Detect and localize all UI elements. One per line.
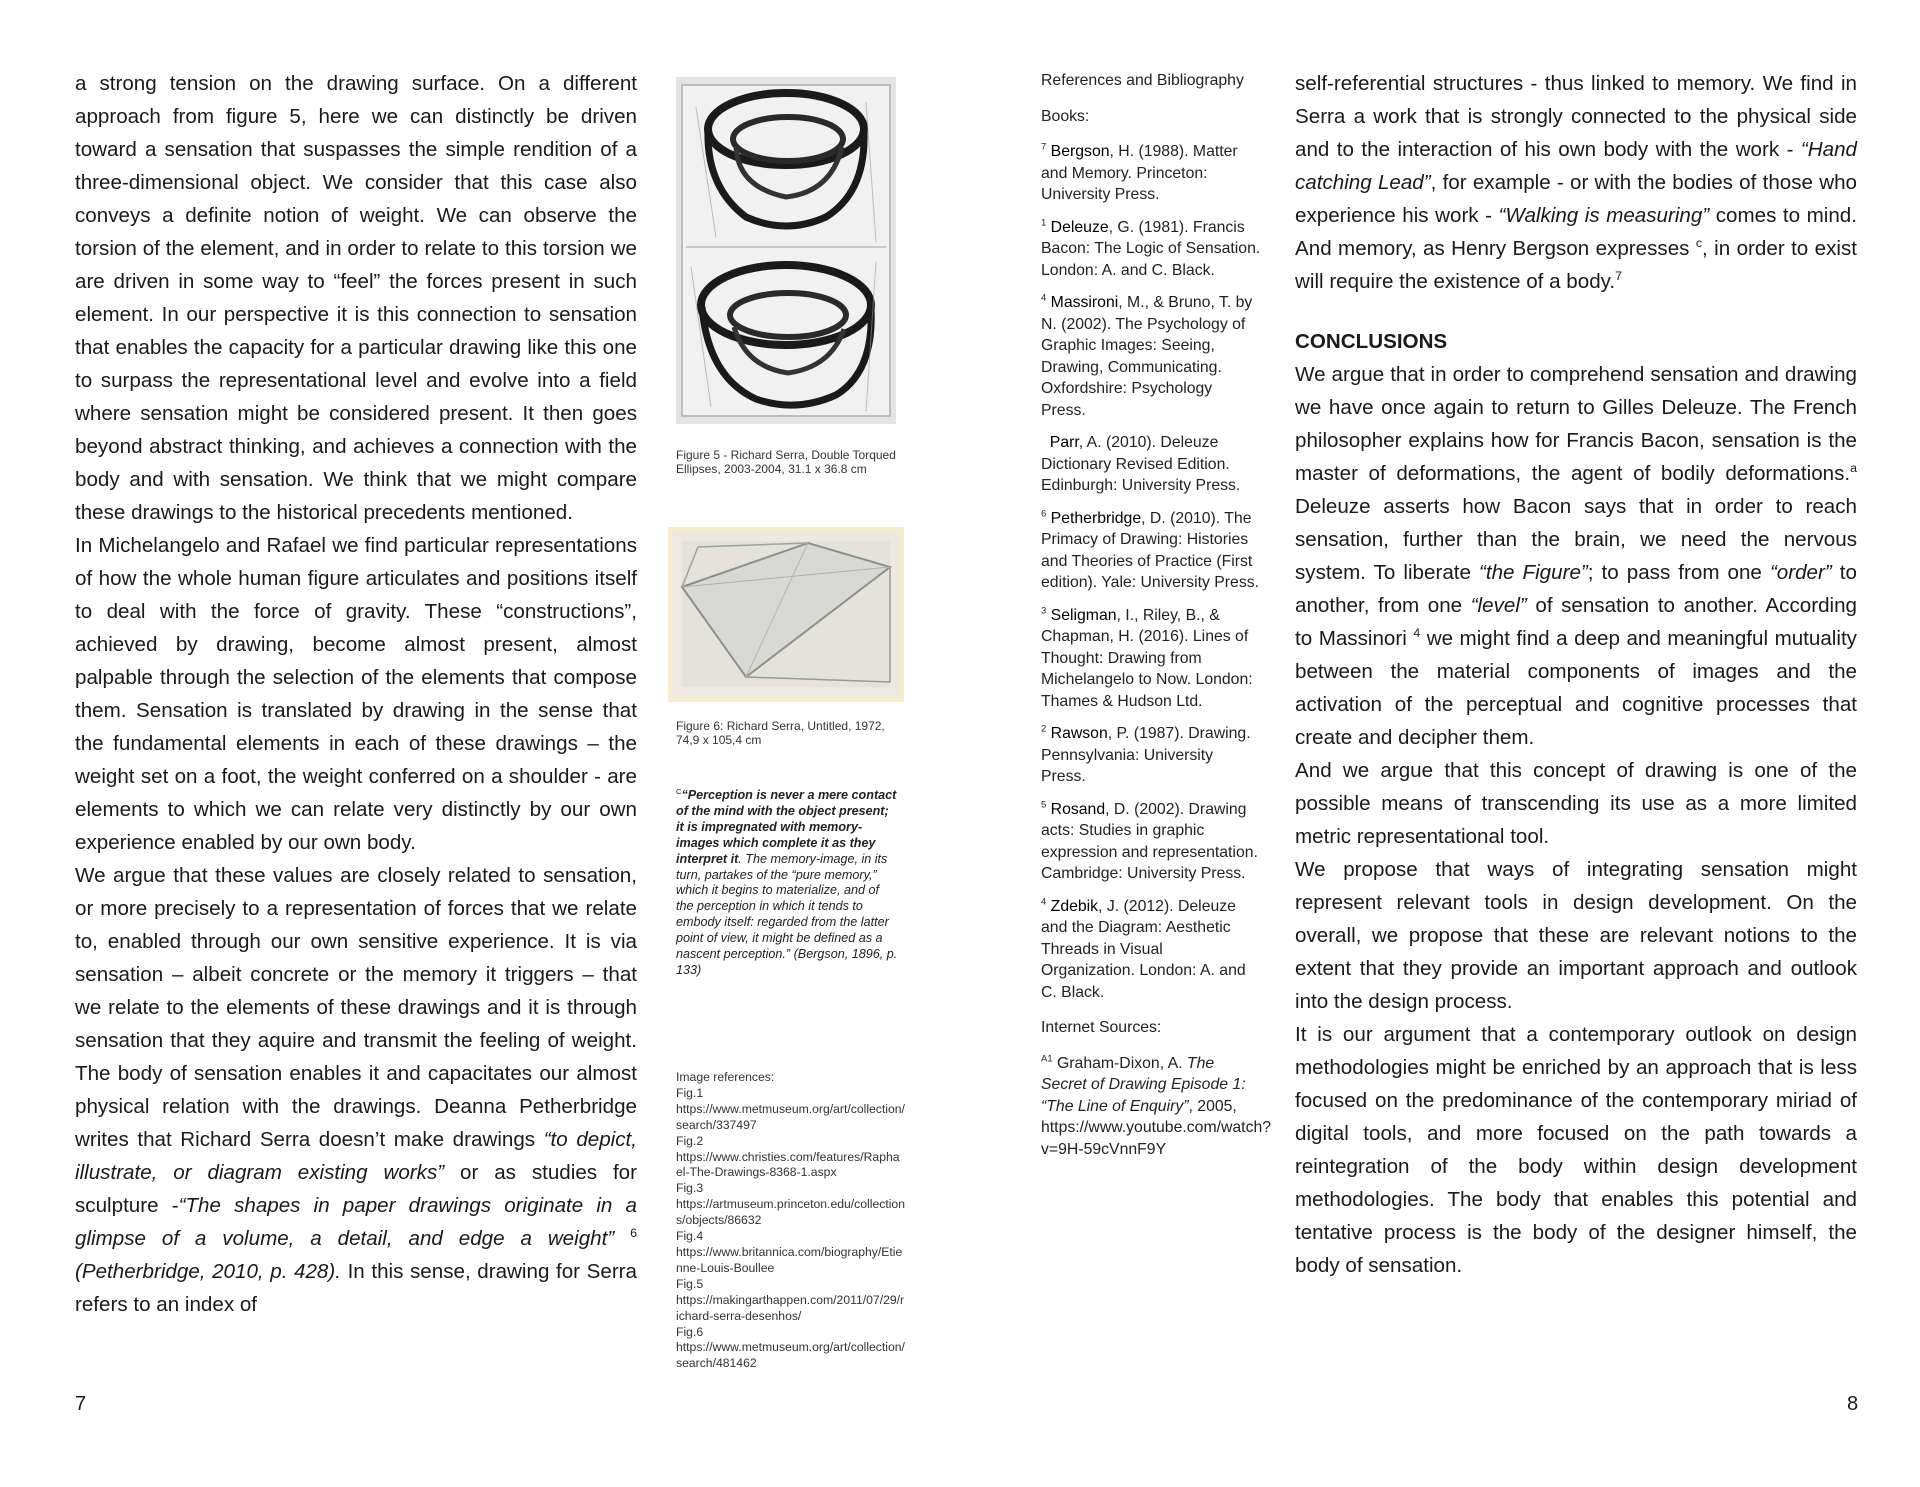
- image-ref-link[interactable]: https://www.metmuseum.org/art/collection/search/481462: [676, 1340, 905, 1371]
- left-page-body: [75, 67, 637, 1321]
- image-ref-link[interactable]: https://www.metmuseum.org/art/collection/search/337497: [676, 1101, 905, 1132]
- image-ref-item: Fig.4: [676, 1229, 704, 1244]
- paragraph: a strong tension on the drawing surface. On a different approach from figure 5, here we can distinctly be driven toward a sensation that suspasses the simple rendition of a three-dimensional object. We consider that this case also conveys a definite notion of weight. We can observe the torsion of the element, and in order to relate to this torsion we are driven in some way to “feel” the forces present in such element. In our perspective it is this connection to sensation that enables the capacity for a particular drawing like this one to surpass the representational level and evolve into a field where sensation might be considered present. It then goes beyond abstract thinking, and achieves a connection with the body and with sensation. We think that we might compare these drawings to the historical precedents mentioned.: [75, 72, 637, 524]
- reference-entry: $^6$ Petherbridge, D. (2010). The Primacy of Drawing: Histories and Theories of Practice (First edition). Yale: University Press.: [1041, 508, 1260, 591]
- footnote-marker: 6: [630, 1226, 637, 1241]
- references-section: [1041, 70, 1272, 1171]
- image-ref-link[interactable]: https://makingarthappen.com/2011/07/29/richard-serra-desenhos/: [676, 1292, 905, 1323]
- citation: (Petherbridge, 2010, p. 428).: [75, 1260, 341, 1283]
- side-note: [676, 788, 898, 979]
- paragraph: self-referential structures - thus linked to memory. We find in Serra a work that is strongly connected to the physical side and to the interaction of his own body with the work - “Hand catching Lead”, for example - or with the bodies of those who experience his work - “Walking is measuring” comes to mind. And memory, as Henry Bergson expresses $^c$, in order to exist will require the existence of a body.$^7$: [1295, 72, 1857, 293]
- image-references-title: Image references:: [676, 1070, 775, 1084]
- image-ref-item: Fig.6: [676, 1324, 704, 1339]
- image-ref-item: Fig.1: [676, 1085, 704, 1100]
- image-ref-link[interactable]: https://www.britannica.com/biography/Etienne-Louis-Boullee: [676, 1244, 903, 1275]
- internet-reference: $^{A1}$ Graham-Dixon, A. The Secret of Drawing Episode 1: “The Line of Enquiry”, 2005, https://www.youtube.com/watch?v=9H-59cVnnF9Y: [1041, 1053, 1272, 1158]
- references-title: References and Bibliography: [1041, 72, 1244, 89]
- paragraph: We argue that in order to comprehend sensation and drawing we have once again to return to Gilles Deleuze. The French philosopher explains how for Francis Bacon, sensation is the master of deformations, the agent of bodily deformations.$^a$ Deleuze asserts how Bacon says that in order to reach sensation, further than the brain, we need the nervous system. To liberate “the Figure”; to pass from one “order” to another, from one “level” of sensation to another. According to Massinori $^4$ we might find a deep and meaningful mutuality between the material components of images and the activation of the perceptual and cognitive processes that create and decipher them.: [1295, 363, 1858, 749]
- reference-entry: Parr, A. (2010). Deleuze Dictionary Revised Edition. Edinburgh: University Press.: [1041, 434, 1241, 494]
- quote: “to depict, illustrate, or diagram existing works”: [75, 1128, 637, 1184]
- reference-entry: $^7$ Bergson, H. (1988). Matter and Memory. Princeton: University Press.: [1041, 141, 1238, 203]
- image-ref-link[interactable]: https://www.christies.com/features/Raphael-The-Drawings-8368-1.aspx: [676, 1149, 900, 1180]
- internet-label: Internet Sources:: [1041, 1019, 1162, 1036]
- reference-entry: $^1$ Deleuze, G. (1981). Francis Bacon: The Logic of Sensation. London: A. and C. Black.: [1041, 217, 1261, 279]
- quote: “The shapes in paper drawings originate in a glimpse of a volume, a detail, and edge a weight”: [75, 1194, 637, 1250]
- image-ref-item: Fig.3: [676, 1181, 704, 1196]
- internet-reference-link[interactable]: , 2005, https://www.youtube.com/watch?v=9H-59cVnnF9Y: [1041, 1097, 1272, 1158]
- page-number-left: 7: [75, 1393, 87, 1415]
- image-ref-item: Fig.5: [676, 1276, 704, 1291]
- image-ref-link[interactable]: https://artmuseum.princeton.edu/collections/objects/86632: [676, 1197, 905, 1228]
- note-bold-quote: “Perception is never a mere contact of the mind with the object present; it is impregnated with memory-images which complete it as they interpret it: [676, 788, 897, 866]
- figure-6-caption: Figure 6: Richard Serra, Untitled, 1972, 74,9 x 105,4 cm: [676, 719, 885, 748]
- paragraph: We argue that these values are closely related to sensation, or more precisely to a representation of forces that we relate to, enabled through our own sensitive experience. It is via sensation – albeit concrete or the memory it triggers – that we relate to the elements of these drawings and it is through sensation that they aquire and transmit the feeling of weight. The body of sensation enables it and capacitates our almost physical relation with the drawings. Deanna Petherbridge writes that Richard Serra doesn’t make drawings “to depict, illustrate, or diagram existing works” or as studies for sculpture -“The shapes in paper drawings originate in a glimpse of a volume, a detail, and edge a weight” $^6$ (Petherbridge, 2010, p. 428). In this sense, drawing for Serra refers to an index of: [75, 864, 637, 1316]
- reference-entry: $^3$ Seligman, I., Riley, B., & Chapman, H. (2016). Lines of Thought: Drawing from Michelangelo to Now. London: Thames & Hudson Ltd.: [1041, 605, 1253, 710]
- books-label: Books:: [1041, 107, 1090, 125]
- reference-entry: $^5$ Rosand, D. (2002). Drawing acts: Studies in graphic expression and representation. Cambridge: University Press.: [1041, 799, 1258, 882]
- section-heading: CONCLUSIONS: [1295, 330, 1448, 353]
- note-quote-rest: . The memory-image, in its turn, partakes of the “pure memory,” which it begins to materialize, and of the perception in which it tends to embody itself: regarded from the latter point of view, it might be defined as a nascent perception.” (Bergson, 1896, p. 133): [676, 851, 898, 977]
- note-marker: C: [676, 786, 682, 796]
- right-page-body: [1295, 67, 1857, 1282]
- reference-entry: $^2$ Rawson, P. (1987). Drawing. Pennsylvania: University Press.: [1041, 723, 1251, 785]
- paragraph: We propose that ways of integrating sensation might represent relevant tools in design development. On the overall, we propose that these are relevant notions to the extent that they provide an important approach and outlook into the design process.: [1295, 858, 1857, 1013]
- paragraph: And we argue that this concept of drawing is one of the possible means of transcending its use as a more limited metric representational tool.: [1295, 759, 1857, 848]
- figure-5-drawing: [676, 77, 896, 424]
- image-references: [676, 1070, 906, 1372]
- figure-6-drawing: [668, 527, 904, 702]
- reference-entry: $^4$ Zdebik, J. (2012). Deleuze and the Diagram: Aesthetic Threads in Visual Organization. London: A. and C. Black.: [1041, 896, 1246, 1001]
- page-number-right: 8: [1847, 1393, 1859, 1415]
- reference-entry: $^4$ Massironi, M., & Bruno, T. by N. (2002). The Psychology of Graphic Images: Seeing, Drawing, Communicating. Oxfordshire: Psychology Press.: [1041, 292, 1253, 419]
- paragraph: It is our argument that a contemporary outlook on design methodologies might be enriched by an approach that is less focused on the predominance of the contemporary miriad of digital tools, and more focused on the path towards a reintegration of the body within design development methodologies. The body that enables this potential and tentative process is the body of the designer himself, the body of sensation.: [1295, 1023, 1857, 1277]
- image-ref-item: Fig.2: [676, 1133, 704, 1148]
- paragraph: In Michelangelo and Rafael we find particular representations of how the whole human figure articulates and positions itself to deal with the force of gravity. These “constructions”, achieved by drawing, become almost present, almost palpable through the selection of the elements that compose them. Sensation is translated by drawing in the sense that the fundamental elements in each of these drawings – the weight set on a foot, the weight conferred on a shoulder - are elements to which we can relate very distinctly by our own experience enabled by our own body.: [75, 534, 637, 854]
- figure-5-caption: Figure 5 - Richard Serra, Double Torqued Ellipses, 2003-2004, 31.1 x 36.8 cm: [676, 448, 896, 477]
